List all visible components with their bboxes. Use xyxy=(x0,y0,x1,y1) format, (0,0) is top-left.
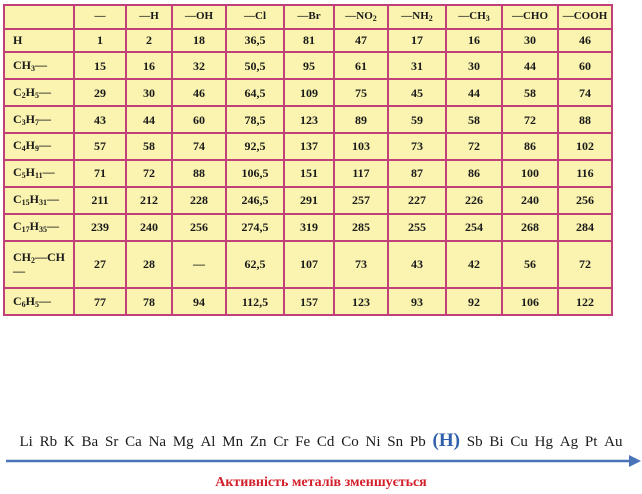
molar-mass-cell: 16 xyxy=(126,52,172,79)
metal-symbol: Ca xyxy=(125,434,142,450)
molar-mass-cell: 72 xyxy=(446,133,502,160)
table-row xyxy=(4,79,612,106)
table-row xyxy=(4,288,612,315)
molar-mass-cell: 72 xyxy=(126,160,172,187)
molar-mass-cell: 137 xyxy=(284,133,334,160)
molar-mass-cell: 109 xyxy=(284,79,334,106)
molar-mass-cell: 30 xyxy=(446,52,502,79)
molar-mass-cell: 255 xyxy=(388,214,446,241)
molar-mass-cell: 18 xyxy=(172,29,226,53)
molar-mass-cell: 112,5 xyxy=(226,288,284,315)
radical-label: $CH_3—$ xyxy=(4,52,74,79)
molar-mass-cell: 72 xyxy=(558,241,612,288)
molar-mass-cell: 92 xyxy=(446,288,502,315)
metal-symbol: Rb xyxy=(39,434,58,450)
metal-symbol: Bi xyxy=(489,434,504,450)
molar-mass-cell: 240 xyxy=(126,214,172,241)
metal-symbol: Ba xyxy=(81,434,99,450)
molar-mass-cell: 57 xyxy=(74,133,126,160)
molar-mass-cell: 75 xyxy=(334,79,388,106)
radical-label: H xyxy=(4,29,74,53)
molar-mass-cell: 43 xyxy=(74,106,126,133)
radical-label: $C_5H_{11}—$ xyxy=(4,160,74,187)
column-header: $—NO_2$ xyxy=(334,5,388,29)
molar-mass-cell: 59 xyxy=(388,106,446,133)
column-header xyxy=(4,5,74,29)
molar-mass-cell: 86 xyxy=(502,133,558,160)
molar-mass-cell: 246,5 xyxy=(226,187,284,214)
molar-mass-cell: 58 xyxy=(126,133,172,160)
molar-mass-cell: 116 xyxy=(558,160,612,187)
molar-mass-cell: 92,5 xyxy=(226,133,284,160)
molar-mass-cell: 87 xyxy=(388,160,446,187)
molar-mass-cell: 107 xyxy=(284,241,334,288)
molar-mass-cell: 254 xyxy=(446,214,502,241)
table-row xyxy=(4,214,612,241)
column-header: — xyxy=(74,5,126,29)
table-row xyxy=(4,52,612,79)
radical-label: $CH_2—CH—$ xyxy=(4,241,74,288)
metal-symbol: Sn xyxy=(387,434,404,450)
decreasing-activity-arrow xyxy=(0,451,642,471)
metal-symbol: Mg xyxy=(172,434,194,450)
molar-mass-cell: 29 xyxy=(74,79,126,106)
molar-mass-cell: 42 xyxy=(446,241,502,288)
molar-mass-cell: 44 xyxy=(126,106,172,133)
radical-label: $C_6H_5—$ xyxy=(4,288,74,315)
molar-mass-cell: 268 xyxy=(502,214,558,241)
metal-symbol: Ni xyxy=(365,434,381,450)
metal-symbol: Sr xyxy=(104,434,119,450)
molar-mass-cell: 212 xyxy=(126,187,172,214)
metal-symbol: Ag xyxy=(559,434,579,450)
molar-mass-cell: 58 xyxy=(446,106,502,133)
molar-mass-cell: 89 xyxy=(334,106,388,133)
molar-mass-cell: 117 xyxy=(334,160,388,187)
molar-mass-cell: 106 xyxy=(502,288,558,315)
table-row xyxy=(4,106,612,133)
radical-label: $C_4H_9—$ xyxy=(4,133,74,160)
metal-symbol: Hg xyxy=(534,434,553,450)
metal-symbol: Cu xyxy=(510,434,528,450)
molar-mass-cell: 73 xyxy=(388,133,446,160)
table-row xyxy=(4,133,612,160)
molar-mass-cell: 78,5 xyxy=(226,106,284,133)
molar-mass-cell: 211 xyxy=(74,187,126,214)
molar-mass-cell: 46 xyxy=(172,79,226,106)
metal-symbol: K xyxy=(63,434,75,450)
radical-label: $C_3H_7—$ xyxy=(4,106,74,133)
molar-mass-cell: 284 xyxy=(558,214,612,241)
molar-mass-cell: 123 xyxy=(334,288,388,315)
metal-symbol: Mn xyxy=(222,434,244,450)
molar-mass-cell: 74 xyxy=(558,79,612,106)
table-row xyxy=(4,241,612,288)
metal-symbol: Co xyxy=(341,434,359,450)
metal-symbol: Sb xyxy=(466,434,483,450)
molar-mass-cell: 1 xyxy=(74,29,126,53)
molar-mass-cell: 47 xyxy=(334,29,388,53)
molar-mass-cell: 157 xyxy=(284,288,334,315)
molar-mass-cell: 256 xyxy=(558,187,612,214)
radical-label: $C_2H_5—$ xyxy=(4,79,74,106)
molar-mass-cell: 95 xyxy=(284,52,334,79)
molar-mass-cell: 285 xyxy=(334,214,388,241)
molar-mass-cell: 43 xyxy=(388,241,446,288)
molar-mass-cell: 60 xyxy=(558,52,612,79)
molar-mass-cell: 151 xyxy=(284,160,334,187)
arrow-head-icon xyxy=(629,455,641,467)
molar-mass-table xyxy=(3,4,613,316)
radical-label: $C_{15}H_{31}—$ xyxy=(4,187,74,214)
molar-mass-cell: 226 xyxy=(446,187,502,214)
metal-symbol: Al xyxy=(200,434,216,450)
table-row xyxy=(4,187,612,214)
molar-mass-cell: 58 xyxy=(502,79,558,106)
molar-mass-cell: 31 xyxy=(388,52,446,79)
table-row xyxy=(4,29,612,53)
molar-mass-cell: 16 xyxy=(446,29,502,53)
molar-mass-cell: 30 xyxy=(502,29,558,53)
molar-mass-cell: 88 xyxy=(172,160,226,187)
radical-label: $C_{17}H_{35}—$ xyxy=(4,214,74,241)
molar-mass-cell: 123 xyxy=(284,106,334,133)
molar-mass-cell: 27 xyxy=(74,241,126,288)
metal-symbol: Cr xyxy=(273,434,289,450)
column-header: $—NH_2$ xyxy=(388,5,446,29)
column-header: —COOH xyxy=(558,5,612,29)
molar-mass-cell: 15 xyxy=(74,52,126,79)
molar-mass-cell: 71 xyxy=(74,160,126,187)
column-header: $—CH_3$ xyxy=(446,5,502,29)
molar-mass-cell: 56 xyxy=(502,241,558,288)
molar-mass-cell: 45 xyxy=(388,79,446,106)
hydrogen-reference: (H) xyxy=(432,430,460,451)
column-header: —Cl xyxy=(226,5,284,29)
column-header: —CHO xyxy=(502,5,558,29)
molar-mass-cell: 17 xyxy=(388,29,446,53)
molar-mass-cell: 44 xyxy=(502,52,558,79)
molar-mass-cell: 36,5 xyxy=(226,29,284,53)
molar-mass-cell: 81 xyxy=(284,29,334,53)
molar-mass-cell: 46 xyxy=(558,29,612,53)
molar-mass-cell: 50,5 xyxy=(226,52,284,79)
molar-mass-cell: 61 xyxy=(334,52,388,79)
molar-mass-cell: 93 xyxy=(388,288,446,315)
column-header: —Br xyxy=(284,5,334,29)
metal-symbol: Zn xyxy=(249,434,267,450)
table-body xyxy=(4,5,612,315)
molar-mass-cell: 106,5 xyxy=(226,160,284,187)
table-header-row xyxy=(4,5,612,29)
molar-mass-cell: 28 xyxy=(126,241,172,288)
column-header: —H xyxy=(126,5,172,29)
molar-mass-cell: — xyxy=(172,241,226,288)
metal-symbol: Pt xyxy=(584,434,598,450)
molar-mass-cell: 88 xyxy=(558,106,612,133)
molar-mass-cell: 228 xyxy=(172,187,226,214)
molar-mass-cell: 64,5 xyxy=(226,79,284,106)
molar-mass-cell: 72 xyxy=(502,106,558,133)
molar-mass-cell: 94 xyxy=(172,288,226,315)
metal-symbol: Na xyxy=(148,434,167,450)
molar-mass-cell: 32 xyxy=(172,52,226,79)
molar-mass-cell: 86 xyxy=(446,160,502,187)
metal-symbol: Cd xyxy=(316,434,335,450)
molar-mass-cell: 30 xyxy=(126,79,172,106)
molar-mass-cell: 2 xyxy=(126,29,172,53)
molar-mass-cell: 319 xyxy=(284,214,334,241)
metal-symbol: Au xyxy=(604,434,623,450)
column-header: —OH xyxy=(172,5,226,29)
molar-mass-cell: 122 xyxy=(558,288,612,315)
molar-mass-cell: 291 xyxy=(284,187,334,214)
molar-mass-cell: 62,5 xyxy=(226,241,284,288)
metal-symbol: Fe xyxy=(295,434,311,450)
table-row xyxy=(4,160,612,187)
metal-symbol: Pb xyxy=(409,434,426,450)
molar-mass-cell: 73 xyxy=(334,241,388,288)
molar-mass-cell: 78 xyxy=(126,288,172,315)
metal-symbol: Li xyxy=(19,434,33,450)
molar-mass-cell: 227 xyxy=(388,187,446,214)
metal-activity-series xyxy=(0,430,642,452)
molar-mass-cell: 77 xyxy=(74,288,126,315)
molar-mass-cell: 74 xyxy=(172,133,226,160)
molar-mass-cell: 102 xyxy=(558,133,612,160)
molar-mass-cell: 257 xyxy=(334,187,388,214)
molar-mass-cell: 240 xyxy=(502,187,558,214)
molar-mass-cell: 44 xyxy=(446,79,502,106)
molar-mass-cell: 256 xyxy=(172,214,226,241)
molar-mass-cell: 100 xyxy=(502,160,558,187)
molar-mass-cell: 274,5 xyxy=(226,214,284,241)
molar-mass-cell: 239 xyxy=(74,214,126,241)
molar-mass-cell: 103 xyxy=(334,133,388,160)
molar-mass-cell: 60 xyxy=(172,106,226,133)
activity-caption: Активність металів зменшується xyxy=(215,475,427,490)
